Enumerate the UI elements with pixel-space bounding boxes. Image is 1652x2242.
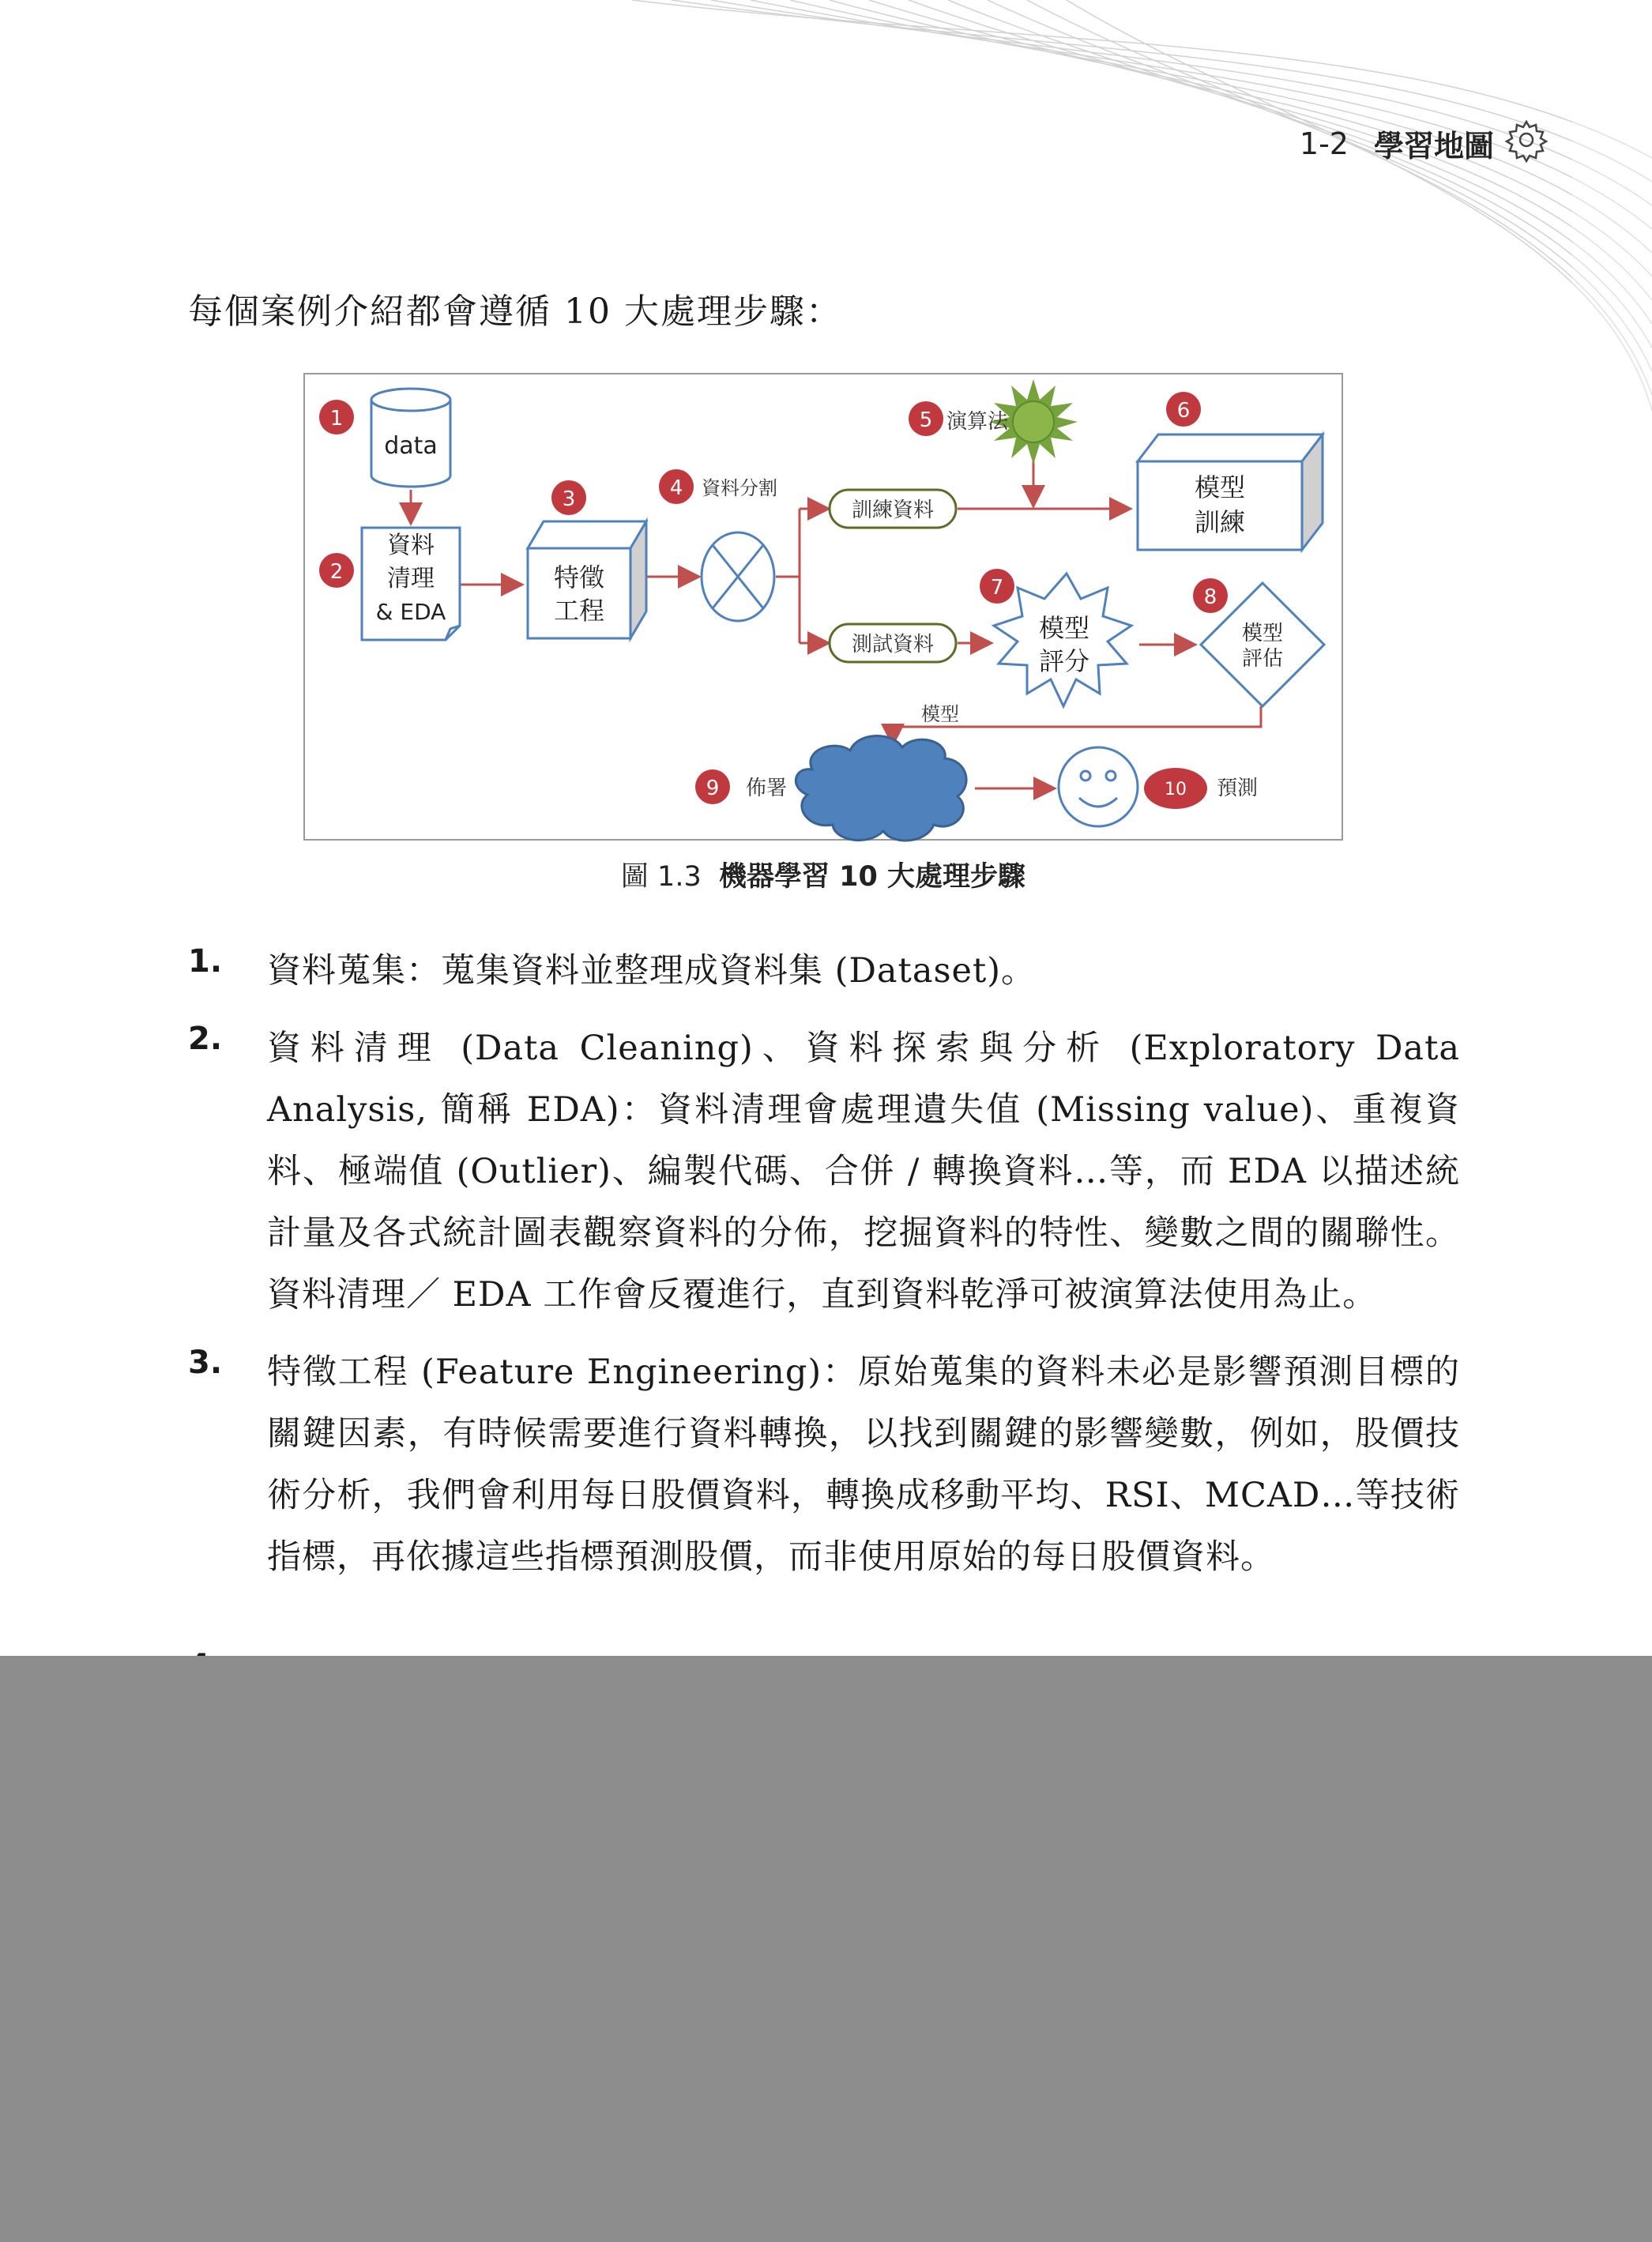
svg-text:評估: 評估	[1241, 647, 1284, 671]
section-number: 1-2	[1299, 126, 1349, 161]
caption-title: 機器學習 10 大處理步驟	[718, 861, 1026, 893]
step-badge-9	[695, 769, 730, 804]
svg-text:清理: 清理	[387, 565, 435, 592]
section-title: 學習地圖	[1373, 129, 1494, 164]
step-text: 資料蒐集：蒐集資料並整理成資料集 (Dataset)。	[267, 951, 1037, 991]
data-cleaning-document	[362, 528, 460, 640]
svg-text:模型: 模型	[1241, 622, 1284, 645]
svg-text:工程: 工程	[553, 596, 605, 626]
list-item	[188, 940, 1460, 1002]
data-split-symbol	[702, 477, 777, 621]
train-data-pill	[830, 490, 956, 528]
smiley-face-icon	[1059, 747, 1138, 826]
model-training-cube	[1138, 434, 1323, 550]
deploy-cloud	[746, 735, 966, 841]
svg-text:佈署: 佈署	[746, 777, 788, 800]
step-text: 資料清理 (Data Cleaning)、資料探索與分析 (Exploratory Data Analysis, 簡稱 EDA)：資料清理會處理遺失值 (Missing value)、重複資料、極端值 (Outlier)、編製代碼、合併 / 轉換資料…等，而 EDA 以描述統計量及各式統計圖表觀察資料的分佈，挖掘資料的特性、變數之間的關聯性。資料清理／ EDA 工作會反覆進行，直到資料乾淨可被演算法使用為止。	[267, 1029, 1460, 1315]
svg-text:2: 2	[329, 560, 344, 584]
svg-text:評分: 評分	[1038, 646, 1090, 676]
svg-text:8: 8	[1203, 585, 1217, 609]
svg-text:data: data	[384, 432, 438, 460]
svg-text:資料分割: 資料分割	[702, 477, 777, 499]
svg-text:特徵: 特徵	[553, 562, 605, 592]
step-badge-5	[909, 401, 943, 436]
svg-text:資料: 資料	[387, 532, 435, 559]
gray-overlay-panel	[0, 1656, 1652, 2242]
ml-process-figure	[303, 373, 1343, 841]
svg-text:演算法: 演算法	[946, 410, 1009, 434]
ml-process-diagram	[305, 374, 1345, 842]
model-scoring-starburst	[994, 574, 1131, 706]
svg-text:5: 5	[919, 408, 933, 432]
svg-text:3: 3	[562, 487, 576, 511]
model-flow-label: 模型	[921, 703, 959, 725]
data-cylinder	[371, 389, 450, 487]
intro-text: 每個案例介紹都會遵循 10 大處理步驟：	[188, 292, 842, 332]
svg-text:6: 6	[1176, 399, 1191, 423]
step-number: 2.	[188, 1021, 223, 1057]
algorithm-sun-icon	[946, 379, 1078, 465]
gear-icon	[1505, 118, 1548, 168]
step-list	[188, 940, 1460, 1604]
svg-text:10: 10	[1165, 780, 1187, 799]
step-badge-3	[551, 480, 586, 515]
svg-text:模型: 模型	[1038, 613, 1090, 643]
step-badge-8	[1193, 578, 1228, 613]
step-badge-6	[1166, 392, 1201, 427]
step-badge-4	[659, 469, 694, 504]
test-data-pill	[830, 624, 956, 662]
decorative-swirl-lines	[0, 0, 1652, 411]
svg-text:訓練資料: 訓練資料	[851, 498, 935, 522]
svg-text:測試資料: 測試資料	[851, 633, 935, 656]
svg-text:模型: 模型	[1194, 472, 1246, 502]
svg-text:7: 7	[990, 576, 1004, 600]
step-number: 3.	[188, 1345, 223, 1381]
svg-text:1: 1	[329, 407, 344, 431]
running-header	[1300, 118, 1548, 168]
feature-engineering-cube	[528, 521, 646, 638]
svg-text:& EDA: & EDA	[375, 599, 446, 625]
step-text: 特徵工程 (Feature Engineering)：原始蒐集的資料未必是影響預測目標的關鍵因素，有時候需要進行資料轉換，以找到關鍵的影響變數，例如，股價技術分析，我們會利用每日股價資料，轉換成移動平均、RSI、MCAD…等技術指標，再依據這些指標預測股價，而非使用原始的每日股價資料。	[267, 1352, 1460, 1577]
step-badge-10	[1144, 768, 1207, 809]
svg-text:4: 4	[669, 476, 683, 500]
figure-caption	[303, 855, 1343, 894]
list-item	[188, 1341, 1460, 1588]
step-badge-7	[980, 569, 1014, 604]
step-badge-1	[319, 400, 354, 434]
list-item	[188, 1018, 1460, 1326]
predict-label: 預測	[1217, 777, 1259, 800]
svg-text:9: 9	[706, 777, 720, 800]
step-number: 1.	[188, 943, 223, 980]
step-badge-2	[319, 553, 354, 588]
caption-number: 圖 1.3	[620, 861, 702, 893]
svg-text:訓練: 訓練	[1194, 507, 1246, 537]
